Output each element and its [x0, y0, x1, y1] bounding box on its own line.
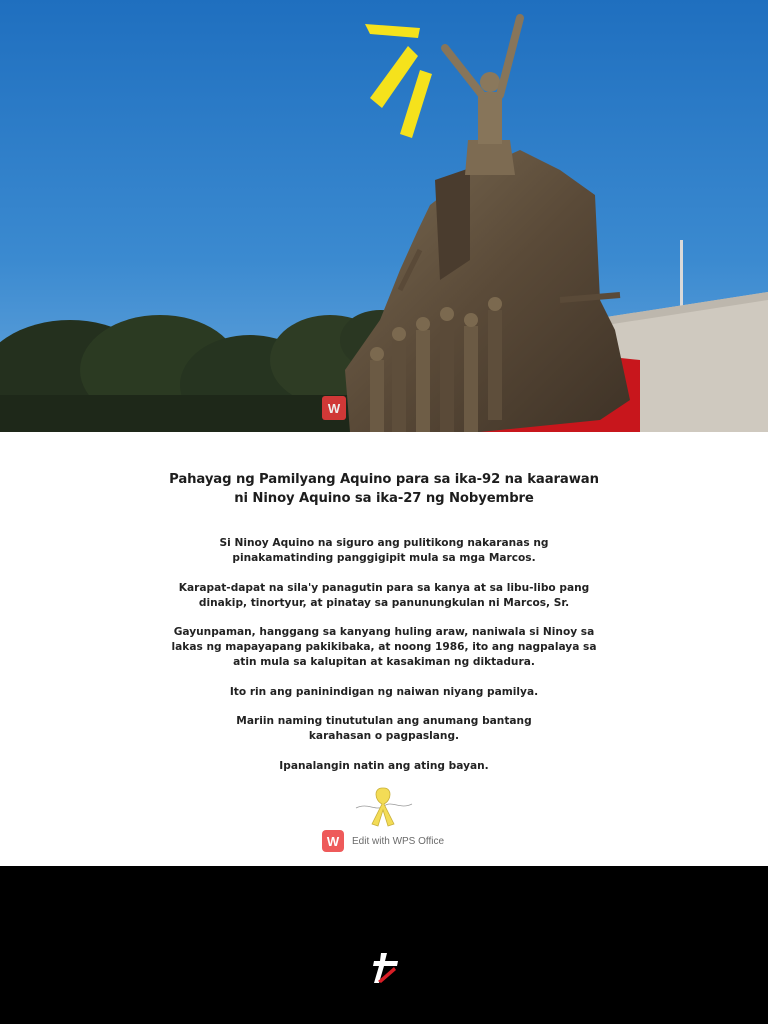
paragraph: [84, 581, 684, 611]
paragraph-line: Si Ninoy Aquino na siguro ang pulitikong nakaranas ng: [219, 537, 549, 549]
paragraph-line: Gayunpaman, hanggang sa kanyang huling araw, naniwala si Ninoy sa: [173, 626, 595, 638]
title-line: Pahayag ng Pamilyang Aquino para sa ika-92 na kaarawan: [169, 472, 599, 487]
wps-watermark-label: Edit with WPS Office: [352, 835, 445, 847]
yellow-ribbon-icon: [352, 786, 416, 832]
paragraph-line: Mariin naming tinututulan ang anumang bantang: [236, 715, 532, 727]
statement-body: [84, 536, 684, 788]
paragraph: [84, 536, 684, 566]
brand-logo-icon: [372, 951, 402, 989]
paragraph-line: lakas ng mapayapang pakikibaka, at noong 1986, ito ang nagpalaya sa: [171, 641, 597, 653]
paragraph-line: atin mula sa kalupitan at kasakiman ng diktadura.: [233, 656, 535, 668]
paragraph: [84, 714, 684, 744]
footer-bar: [0, 866, 768, 1024]
paragraph-line: dinakip, tinortyur, at pinatay sa panunungkulan ni Marcos, Sr.: [198, 596, 570, 609]
paragraph-line: pinakamatinding panggigipit mula sa mga Marcos.: [232, 552, 536, 564]
paragraph-line: Ipanalangin natin ang ating bayan.: [279, 759, 489, 772]
wps-watermark[interactable]: [322, 829, 444, 853]
paragraph: [84, 759, 684, 774]
hero-photo: [0, 0, 768, 432]
statement-title: [84, 470, 684, 508]
paragraph-line: Ito rin ang paninindigan ng naiwan niyang pamilya.: [229, 685, 539, 698]
monument-illustration: [0, 0, 768, 432]
title-line: ni Ninoy Aquino sa ika-27 ng Nobyembre: [234, 491, 534, 506]
hero-wps-logo: W: [322, 396, 346, 420]
paragraph: [84, 685, 684, 700]
paragraph-line: karahasan o pagpaslang.: [308, 730, 460, 742]
paragraph: [84, 625, 684, 670]
paragraph-line: Karapat-dapat na sila'y panagutin para sa kanya at sa libu-libo pang: [178, 581, 590, 594]
statement-document: [0, 432, 768, 866]
wps-logo-icon: W: [322, 830, 344, 852]
